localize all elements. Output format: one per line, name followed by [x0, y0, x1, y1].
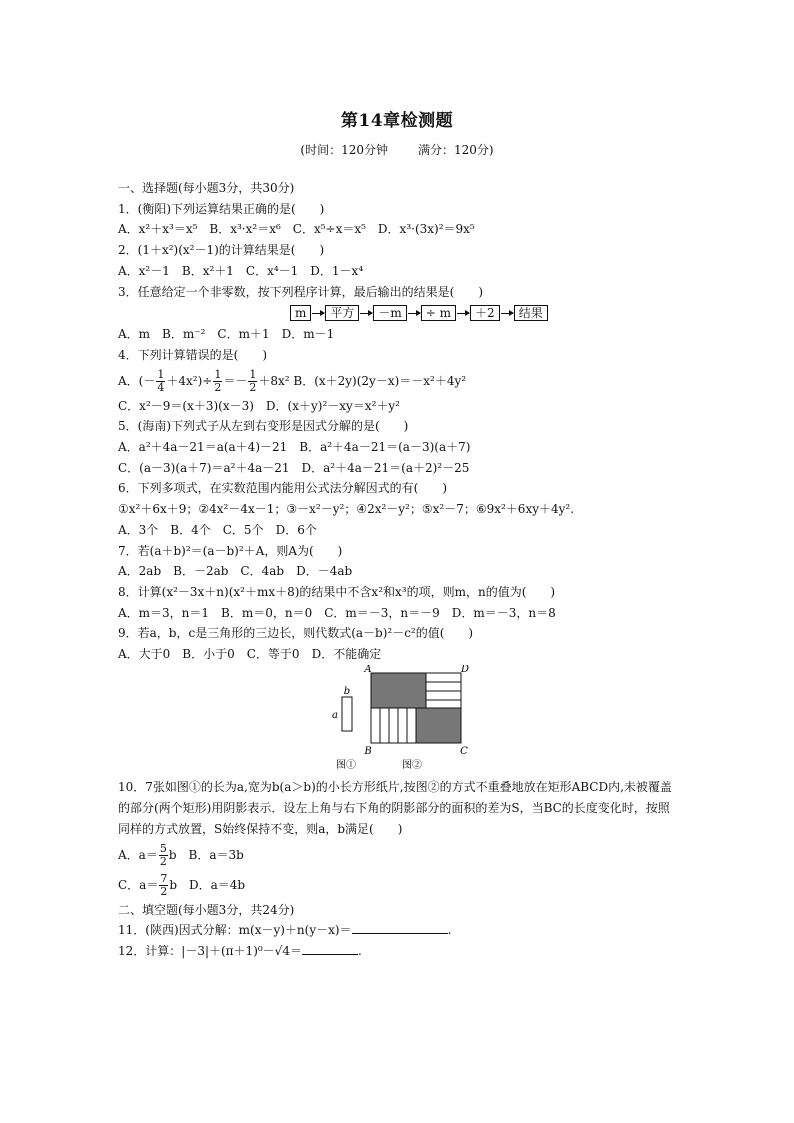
q6-options: A．3个 B．4个 C．5个 D．6个 [118, 522, 317, 537]
label-b: b [343, 685, 351, 697]
question-list [118, 178, 678, 962]
q7-stem: 7．若(a＋b)²＝(a－b)²＋A，则A为( ) [118, 543, 343, 558]
q1-options: A．x²＋x³＝x⁵ B．x³·x²＝x⁶ C．x⁵÷x＝x⁵ D．x³·(3x)²＝9x⁵ [118, 222, 475, 237]
q4-options-ab: A．(－ $\frac{1}{4}$ ＋4x²)÷ $\frac{1}{2}$ ＝－ $\frac{1}{2}$ ＋8x² B．(x＋2y)(2y－x)＝－x²＋4y² [118, 367, 467, 394]
exam-info [0, 141, 794, 158]
q3-options: A．m B．m⁻² C．m＋1 D．m－1 [118, 327, 335, 342]
page-title: 第14章检测题 [340, 111, 454, 131]
label-B: B [364, 745, 372, 757]
q9-stem: 9．若a，b，c是三角形的三边长，则代数式(a－b)²－c²的值( ) [118, 626, 474, 641]
arrow-icon [360, 313, 372, 314]
q4-options-cd: C．x²－9＝(x＋3)(x－3) D．(x＋y)²－xy＝x²＋y² [118, 398, 400, 413]
q10-options-cd: C．a＝ $\frac{7}{2}$ b D．a＝4b [118, 871, 246, 898]
caption-fig2: 图② [402, 759, 422, 771]
q12: 12．计算：|－3|＋(π＋1)⁰－√4＝ . [118, 944, 362, 959]
flow-step-minus: －m [373, 305, 406, 321]
q1-stem: 1．(衡阳)下列运算结果正确的是( ) [118, 201, 325, 216]
arrow-icon [457, 313, 469, 314]
shaded-top-left [371, 673, 426, 708]
q8-options: A．m＝3，n＝1 B．m＝0，n＝0 C．m＝－3，n＝－9 D．m＝－3，n＝8 [118, 605, 556, 620]
flow-step-plus: ＋2 [470, 305, 500, 321]
q6-stem: 6．下列多项式，在实数范围内能用公式法分解因式的有( ) [118, 481, 448, 496]
q9-options: A．大于0 B．小于0 C．等于0 D．不能确定 [118, 647, 382, 662]
q8-stem: 8．计算(x²－3x＋n)(x²＋mx＋8)的结果中不含x²和x³的项，则m，n的值为( ) [118, 584, 556, 599]
q4-stem: 4．下列计算错误的是( ) [118, 347, 267, 362]
answer-blank[interactable] [302, 954, 358, 955]
q10-options-ab: A．a＝ $\frac{5}{2}$ b B．a＝3b [118, 841, 244, 868]
arrow-icon [312, 313, 324, 314]
label-a: a [332, 709, 338, 721]
q3-stem: 3．任意给定一个非零数，按下列程序计算，最后输出的结果是( ) [118, 284, 484, 299]
q10-figure [118, 665, 678, 777]
q3-program-flow [118, 302, 678, 324]
q11: 11．(陕西)因式分解：m(x－y)＋n(y－x)＝ . [118, 923, 452, 938]
fraction: $\frac{1}{2}$ [249, 367, 257, 394]
full-score: 满分：120分) [418, 143, 494, 157]
q5-stem: 5．(海南)下列式子从左到右变形是因式分解的是( ) [118, 419, 409, 434]
arrow-icon [408, 313, 420, 314]
time-limit: (时间：120分钟 [300, 143, 388, 157]
flow-step-divide: ÷ m [421, 305, 456, 321]
shaded-bottom-right [416, 708, 461, 743]
fraction: $\frac{7}{2}$ [160, 871, 168, 898]
q7-options: A．2ab B．－2ab C．4ab D．－4ab [118, 564, 353, 579]
rectangle-diagram [326, 665, 486, 773]
q5-options-cd: C．(a－3)(a＋7)＝a²＋4a－21 D．a²＋4a－21＝(a＋2)²－25 [118, 460, 470, 475]
q10-stem: 10．7张如图①的长为a,宽为b(a＞b)的小长方形纸片,按图②的方式不重叠地放在矩形ABCD内,未被覆盖的部分(两个矩形)用阴影表示．设左上角与右下角的阴影部分的面积的差为S，当BC的长度变化时，按照同样的方式放置，S始终保持不变，则a，b满足( ) [118, 779, 672, 836]
small-rectangle [342, 697, 352, 731]
flow-step-result: 结果 [514, 305, 548, 321]
q5-options-ab: A．a²＋4a－21＝a(a＋4)－21 B．a²＋4a－21＝(a－3)(a＋7) [118, 440, 471, 455]
arrow-icon [501, 313, 513, 314]
label-A: A [364, 664, 372, 675]
section-heading-choice: 一、选择题(每小题3分，共30分) [118, 181, 295, 195]
label-D: D [460, 664, 470, 675]
fraction: $\frac{1}{4}$ [157, 367, 165, 394]
q6-polynomials: ①x²＋6x＋9；②4x²－4x－1；③－x²－y²；④2x²－y²；⑤x²－7；⑥9x²＋6xy＋4y². [118, 502, 575, 517]
flow-step-input: m [290, 305, 311, 321]
caption-fig1: 图① [336, 759, 356, 771]
q2-options: A．x²－1 B．x²＋1 C．x⁴－1 D．1－x⁴ [118, 263, 364, 278]
flow-step-square: 平方 [325, 305, 359, 321]
q2-stem: 2．(1＋x²)(x²－1)的计算结果是( ) [118, 243, 325, 258]
fraction: $\frac{5}{2}$ [159, 841, 167, 868]
fraction: $\frac{1}{2}$ [214, 367, 222, 394]
answer-blank[interactable] [352, 933, 448, 934]
section-heading-fill: 二、填空题(每小题3分，共24分) [118, 902, 295, 917]
label-C: C [460, 745, 468, 757]
